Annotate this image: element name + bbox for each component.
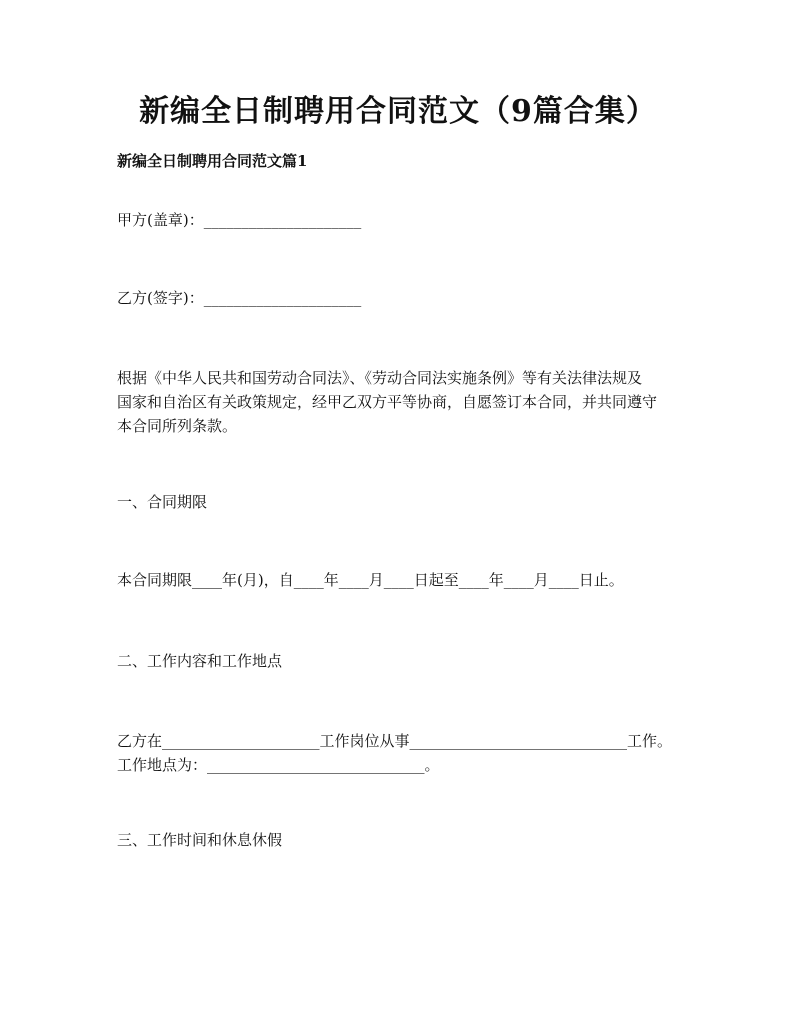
contract-term-line: 本合同期限____年(月)，自____年____月____日起至____年____月____日止。 bbox=[117, 571, 624, 589]
preamble-line: 本合同所列条款。 bbox=[117, 417, 238, 435]
document-title: 新编全日制聘用合同范文（9篇合集） bbox=[139, 94, 657, 129]
preamble-line: 根据《中华人民共和国劳动合同法》、《劳动合同法实施条例》等有关法律法规及 bbox=[117, 369, 643, 387]
section-2-heading: 二、工作内容和工作地点 bbox=[117, 652, 283, 670]
work-content-line: 乙方在_____________________工作岗位从事_____________________________工作。 bbox=[117, 732, 673, 750]
party-a-line: 甲方(盖章)：_____________________ bbox=[117, 211, 362, 229]
work-location-line: 工作地点为：_____________________________。 bbox=[117, 756, 440, 774]
preamble-line: 国家和自治区有关政策规定，经甲乙双方平等协商，自愿签订本合同，并共同遵守 bbox=[117, 393, 658, 411]
section-1-heading: 一、合同期限 bbox=[117, 493, 208, 511]
party-b-line: 乙方(签字)：_____________________ bbox=[117, 289, 362, 307]
section-3-heading: 三、工作时间和休息休假 bbox=[117, 831, 283, 849]
preamble-paragraph bbox=[117, 366, 687, 438]
article-subtitle: 新编全日制聘用合同范文篇1 bbox=[117, 152, 308, 170]
work-content-paragraph bbox=[117, 729, 687, 777]
